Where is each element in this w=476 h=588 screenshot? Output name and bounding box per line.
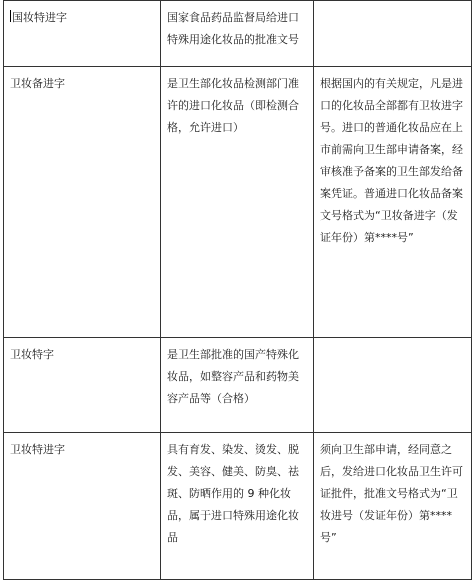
- meaning-text: 是卫生部化妆品检测部门准许的进口化妆品（即检测合格，允许进口）: [167, 77, 299, 134]
- type-cell[interactable]: [4, 1, 161, 67]
- text-cursor: [10, 10, 11, 22]
- meaning-text: 是卫生部批准的国产特殊化妆品，如整容产品和药物美容产品等（合格）: [167, 348, 299, 405]
- note-cell[interactable]: [314, 67, 472, 338]
- type-text: 卫妆特进字: [10, 443, 65, 456]
- note-text: 根据国内的有关规定，凡是进口的化妆品全部都有卫妆进字号。进口的普通化妆品应在上市前需向卫生部申请备案，经审核准予备案的卫生部发给备案凭证。普通进口化妆品备案文号格式为“卫妆备进字（发证年份）第****号”: [320, 77, 463, 244]
- type-cell[interactable]: [4, 67, 161, 338]
- table-row: [4, 433, 472, 580]
- table-row: [4, 338, 472, 433]
- meaning-text: 国家食品药品监督局给进口特殊用途化妆品的批准文号: [167, 11, 299, 46]
- type-text: 卫妆特字: [10, 348, 54, 361]
- meaning-cell[interactable]: [161, 338, 314, 433]
- table-row: [4, 1, 472, 67]
- meaning-cell[interactable]: [161, 1, 314, 67]
- table-row: [4, 67, 472, 338]
- meaning-cell[interactable]: [161, 67, 314, 338]
- type-cell[interactable]: [4, 433, 161, 580]
- note-cell[interactable]: [314, 1, 472, 67]
- type-text: 卫妆备进字: [10, 77, 65, 90]
- note-text: 须向卫生部申请，经同意之后，发给进口化妆品卫生许可证批件，批准文号格式为“卫妆进号（发证年份）第****号”: [320, 443, 463, 544]
- type-text: 国妆特进字: [12, 11, 67, 24]
- note-cell[interactable]: [314, 433, 472, 580]
- meaning-text: 具有育发、染发、烫发、脱发、美容、健美、防臭、祛斑、防晒作用的 9 种化妆品，属于进口特殊用途化妆品: [167, 443, 299, 544]
- meaning-cell[interactable]: [161, 433, 314, 580]
- cosmetics-approval-table: [3, 0, 472, 580]
- note-cell[interactable]: [314, 338, 472, 433]
- type-cell[interactable]: [4, 338, 161, 433]
